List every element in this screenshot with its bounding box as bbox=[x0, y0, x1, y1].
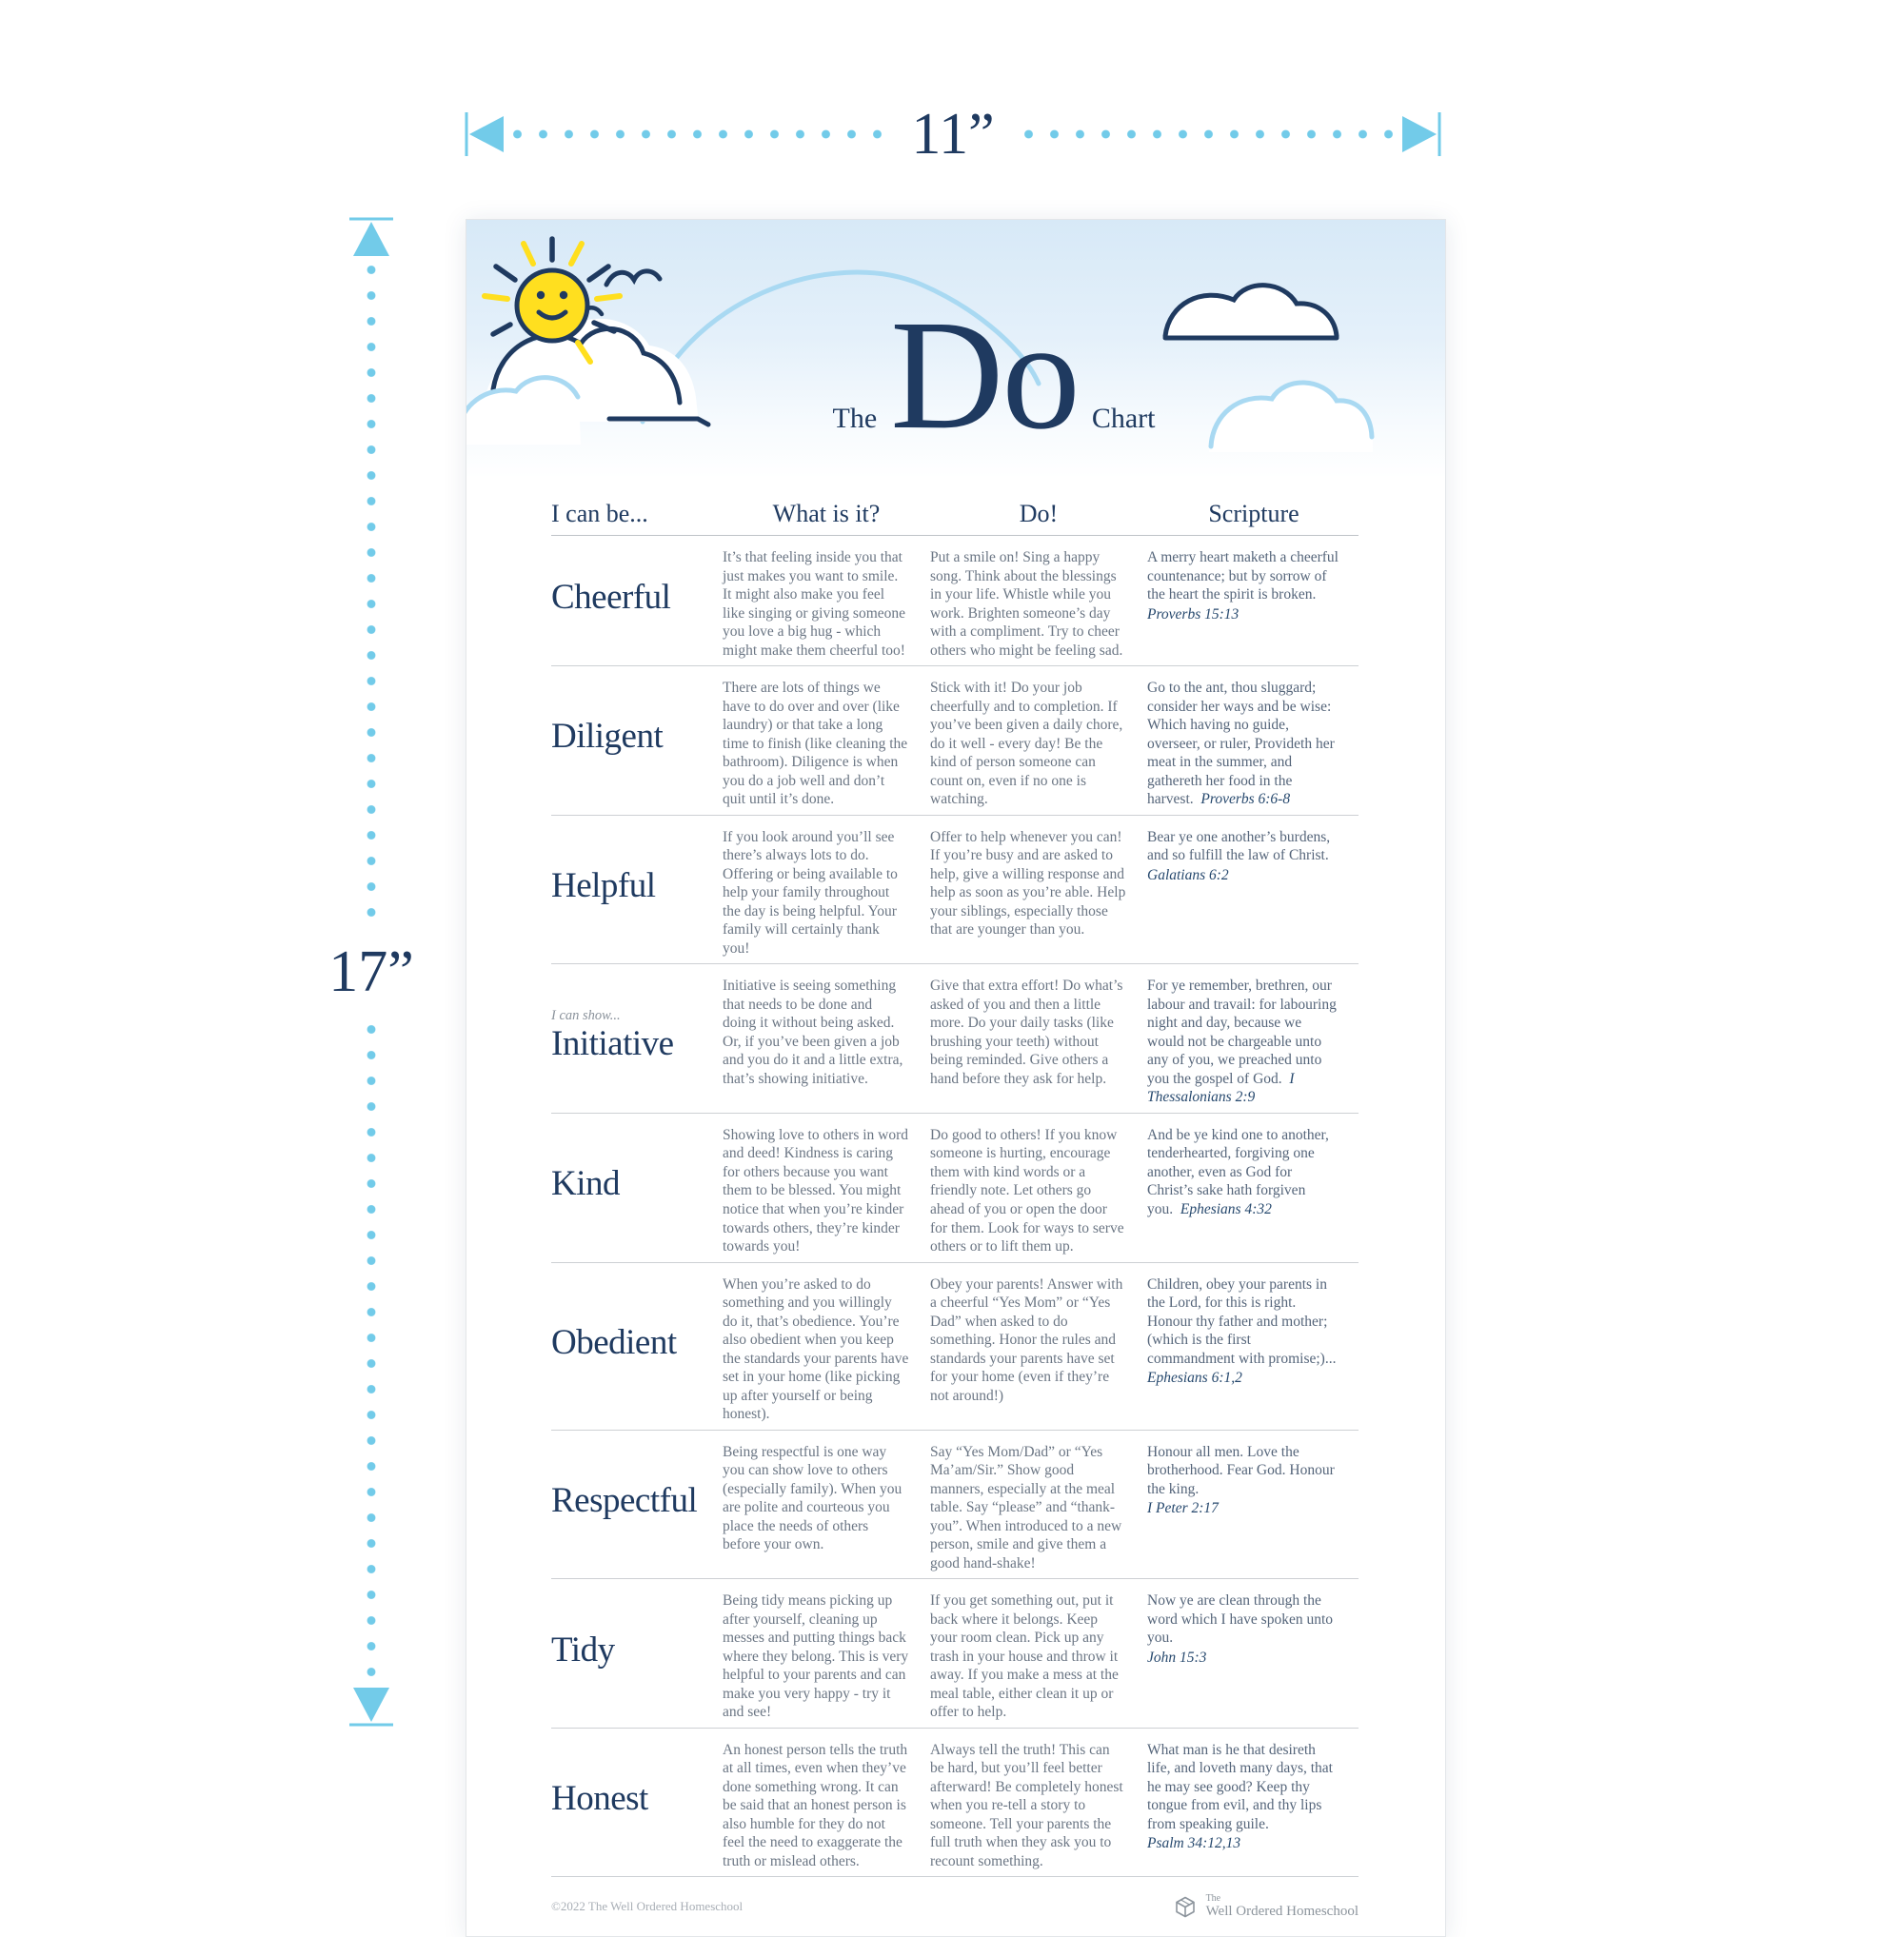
trait-cell bbox=[551, 1589, 723, 1722]
scripture-text: Go to the ant, thou sluggard; consider her ways and be wise: Which having no guide, overseer, or ruler, Provideth her meat in the summer, and gathereth her food in the harvest. bbox=[1147, 680, 1335, 808]
brand-the: The bbox=[1205, 1893, 1221, 1905]
title-chart: Chart bbox=[1091, 403, 1156, 434]
trait-cell bbox=[551, 1440, 723, 1573]
what-text: Being respectful is one way you can show love to others (especially family). When you are polite and courteous you place the needs of others before your own. bbox=[723, 1443, 902, 1553]
scripture-text: For ye remember, brethren, our labour and travail: for labouring night and day, because we would not be chargeable unto any of you, we preached unto you the gospel of God. bbox=[1147, 978, 1337, 1087]
trait-name: Kind bbox=[551, 1164, 620, 1204]
scripture-text: Children, obey your parents in the Lord, for this is right. Honour thy father and mother; (which is the first commandment with promise;)... bbox=[1147, 1275, 1337, 1367]
scripture-cell bbox=[1147, 1273, 1360, 1424]
trait-cell bbox=[551, 825, 723, 959]
what-text: If you look around you’ll see there’s always lots to do. Offering or being available to help your family throughout the day is being helpful. Your family will certainly thank you! bbox=[723, 828, 898, 957]
dotted-line-right bbox=[1016, 129, 1401, 139]
table-header-row bbox=[551, 484, 1359, 536]
brand-logo bbox=[1172, 1893, 1359, 1920]
trait-name: Cheerful bbox=[551, 577, 671, 617]
table-row bbox=[551, 1729, 1359, 1878]
scripture-text: Honour all men. Love the brotherhood. Fear God. Honour the king. bbox=[1147, 1443, 1335, 1497]
what-text: There are lots of things we have to do over and over (like laundry) or that take a long time to finish (like cleaning the bathroom). Diligence is when you do a job well and don’t quit until it’s done. bbox=[723, 680, 908, 808]
brand-text bbox=[1206, 1894, 1359, 1919]
scripture-cell bbox=[1147, 1589, 1360, 1722]
width-dimension bbox=[465, 102, 1441, 167]
scripture-text: And be ye kind one to another, tenderhearted, forgiving one another, even as God for Christ’s sake hath forgiven you. bbox=[1147, 1126, 1329, 1217]
dotted-line-left bbox=[505, 129, 890, 139]
scripture-text: What man is he that desireth life, and loveth many days, that he may see good? Keep thy tongue from evil, and thy lips from speaking guile. bbox=[1147, 1741, 1333, 1832]
scripture-cell bbox=[1147, 1123, 1360, 1256]
table-row bbox=[551, 1431, 1359, 1580]
scripture-cell bbox=[1147, 676, 1360, 809]
header-what-is-it: What is it? bbox=[772, 500, 881, 527]
box-logo-icon bbox=[1172, 1893, 1199, 1920]
what-text: An honest person tells the truth at all times, even when they’ve done something wrong. It can be said that an honest person is also humble for they do not feel the need to exaggerate the truth or mislead others. bbox=[723, 1741, 908, 1869]
do-text: Say “Yes Mom/Dad” or “Yes Ma’am/Sir.” Show good manners, especially at the meal table. Say “please” and “thank-you”. When introduced to a new person, smile and give them a good hand-shake! bbox=[930, 1443, 1122, 1571]
brand-name: Well Ordered Homeschool bbox=[1205, 1903, 1359, 1919]
table-row bbox=[551, 536, 1359, 666]
width-label: 11” bbox=[911, 102, 995, 167]
do-text: If you get something out, put it back where it belongs. Keep your room clean. Pick up any trash in your house and throw it away. If you make a mess at the meal table, either clean it up or offer to help. bbox=[930, 1592, 1119, 1721]
what-text: When you’re asked to do something and you willingly do it, that’s obedience. You’re also obedient when you keep the standards your parents have set in your home (like picking up after yourself or being honest). bbox=[723, 1275, 909, 1423]
dotted-line-bottom bbox=[367, 1017, 376, 1687]
header-i-can-be: I can be... bbox=[551, 500, 648, 527]
height-dimension bbox=[328, 217, 414, 1727]
trait-name: Obedient bbox=[551, 1322, 677, 1362]
trait-cell bbox=[551, 1738, 723, 1871]
arrow-right-icon bbox=[1401, 109, 1441, 159]
trait-name: Honest bbox=[551, 1779, 648, 1819]
scripture-cell bbox=[1147, 974, 1360, 1107]
arrow-down-icon bbox=[347, 1687, 396, 1727]
trait-name: Tidy bbox=[551, 1630, 615, 1670]
scripture-ref: Proverbs 6:6-8 bbox=[1193, 791, 1291, 808]
scripture-text: Now ye are clean through the word which I have spoken unto you. bbox=[1147, 1592, 1333, 1647]
trait-name: Helpful bbox=[551, 866, 656, 906]
traits-table bbox=[551, 484, 1359, 1877]
do-text: Put a smile on! Sing a happy song. Think about the blessings in your life. Whistle while you work. Brighten someone’s day with a compliment. Try to cheer others who might be feeling sad. bbox=[930, 549, 1123, 659]
do-text: Offer to help whenever you can! If you’re busy and are asked to help, give a willing response and help as soon as you’re able. Help your siblings, especially those that are younger than you. bbox=[930, 828, 1126, 939]
table-row bbox=[551, 1263, 1359, 1431]
trait-prefix: I can show... bbox=[551, 1008, 621, 1024]
height-label: 17” bbox=[328, 939, 414, 1004]
copyright-text: ©2022 The Well Ordered Homeschool bbox=[551, 1899, 744, 1914]
table-row bbox=[551, 816, 1359, 965]
poster bbox=[466, 219, 1446, 1937]
scripture-ref: I Thessalonians 2:9 bbox=[1147, 1070, 1295, 1106]
scripture-ref: Galatians 6:2 bbox=[1147, 866, 1229, 883]
table-row bbox=[551, 964, 1359, 1114]
arrow-left-icon bbox=[465, 109, 505, 159]
do-text: Obey your parents! Answer with a cheerful “Yes Mom” or “Yes Dad” when asked to do something. Honor the rules and standards your parents have set for your home (even if they’re not around!) bbox=[930, 1275, 1123, 1404]
table-row bbox=[551, 666, 1359, 816]
what-text: Showing love to others in word and deed! Kindness is caring for others because you want them to be blessed. You might notice that when you’re kinder towards others, they’re kinder towards you! bbox=[723, 1126, 909, 1255]
scripture-cell bbox=[1147, 1440, 1360, 1573]
sky-header bbox=[466, 220, 1445, 479]
what-text: Initiative is seeing something that needs to be done and doing it without being asked. Or, if you’ve been given a job and you do it and a little extra, that’s showing initiative. bbox=[723, 978, 903, 1087]
scripture-cell bbox=[1147, 545, 1360, 660]
table-row bbox=[551, 1579, 1359, 1729]
trait-name: Initiative bbox=[551, 1024, 674, 1064]
trait-cell bbox=[551, 974, 723, 1107]
header-scripture: Scripture bbox=[1208, 500, 1299, 527]
table-row bbox=[551, 1114, 1359, 1263]
dotted-line-top bbox=[367, 257, 376, 927]
trait-cell bbox=[551, 1123, 723, 1256]
title-do: Do bbox=[890, 287, 1079, 462]
trait-cell bbox=[551, 676, 723, 809]
header-do: Do! bbox=[1019, 500, 1059, 527]
poster-footer bbox=[551, 1877, 1359, 1936]
scripture-text: Bear ye one another’s burdens, and so fulfill the law of Christ. bbox=[1147, 828, 1331, 864]
poster-title bbox=[466, 287, 1445, 462]
do-text: Stick with it! Do your job cheerfully and to completion. If you’ve been given a daily chore, do it well - every day! Be the kind of person someone can count on, even if no one is watching. bbox=[930, 680, 1123, 808]
do-text: Give that extra effort! Do what’s asked of you and then a little more. Do your daily tasks (like brushing your teeth) without being reminded. Give others a hand before they ask for help. bbox=[930, 978, 1123, 1087]
scripture-ref: I Peter 2:17 bbox=[1147, 1500, 1219, 1517]
scripture-ref: Proverbs 15:13 bbox=[1147, 605, 1240, 623]
table-rows bbox=[551, 536, 1359, 1877]
scripture-ref: Ephesians 6:1,2 bbox=[1147, 1370, 1242, 1387]
scripture-ref: John 15:3 bbox=[1147, 1649, 1207, 1666]
do-text: Always tell the truth! This can be hard, but you’ll feel better afterward! Be completely honest when you re-tell a story to someone. Tell your parents the full truth when they ask you to recount something. bbox=[930, 1741, 1123, 1869]
arrow-up-icon bbox=[347, 217, 396, 257]
do-text: Do good to others! If you know someone is hurting, encourage them with kind words or a friendly note. Let others go ahead of you or open the door for them. Look for ways to serve others or to lift them up. bbox=[930, 1126, 1124, 1255]
title-the: The bbox=[832, 403, 878, 434]
scripture-cell bbox=[1147, 825, 1360, 959]
what-text: It’s that feeling inside you that just makes you want to smile. It might also make you feel like singing or giving someone you love a big hug - which might make them cheerful too! bbox=[723, 549, 906, 659]
scripture-ref: Ephesians 4:32 bbox=[1173, 1200, 1272, 1217]
trait-name: Respectful bbox=[551, 1481, 698, 1521]
scripture-cell bbox=[1147, 1738, 1360, 1871]
trait-name: Diligent bbox=[551, 717, 664, 757]
trait-cell bbox=[551, 545, 723, 660]
trait-cell bbox=[551, 1273, 723, 1424]
scripture-ref: Psalm 34:12,13 bbox=[1147, 1835, 1241, 1852]
what-text: Being tidy means picking up after yourself, cleaning up messes and putting things back where they belong. This is very helpful to your parents and can make you very happy - try it and see! bbox=[723, 1592, 909, 1721]
scripture-text: A merry heart maketh a cheerful countenance; but by sorrow of the heart the spirit is broken. bbox=[1147, 549, 1339, 603]
